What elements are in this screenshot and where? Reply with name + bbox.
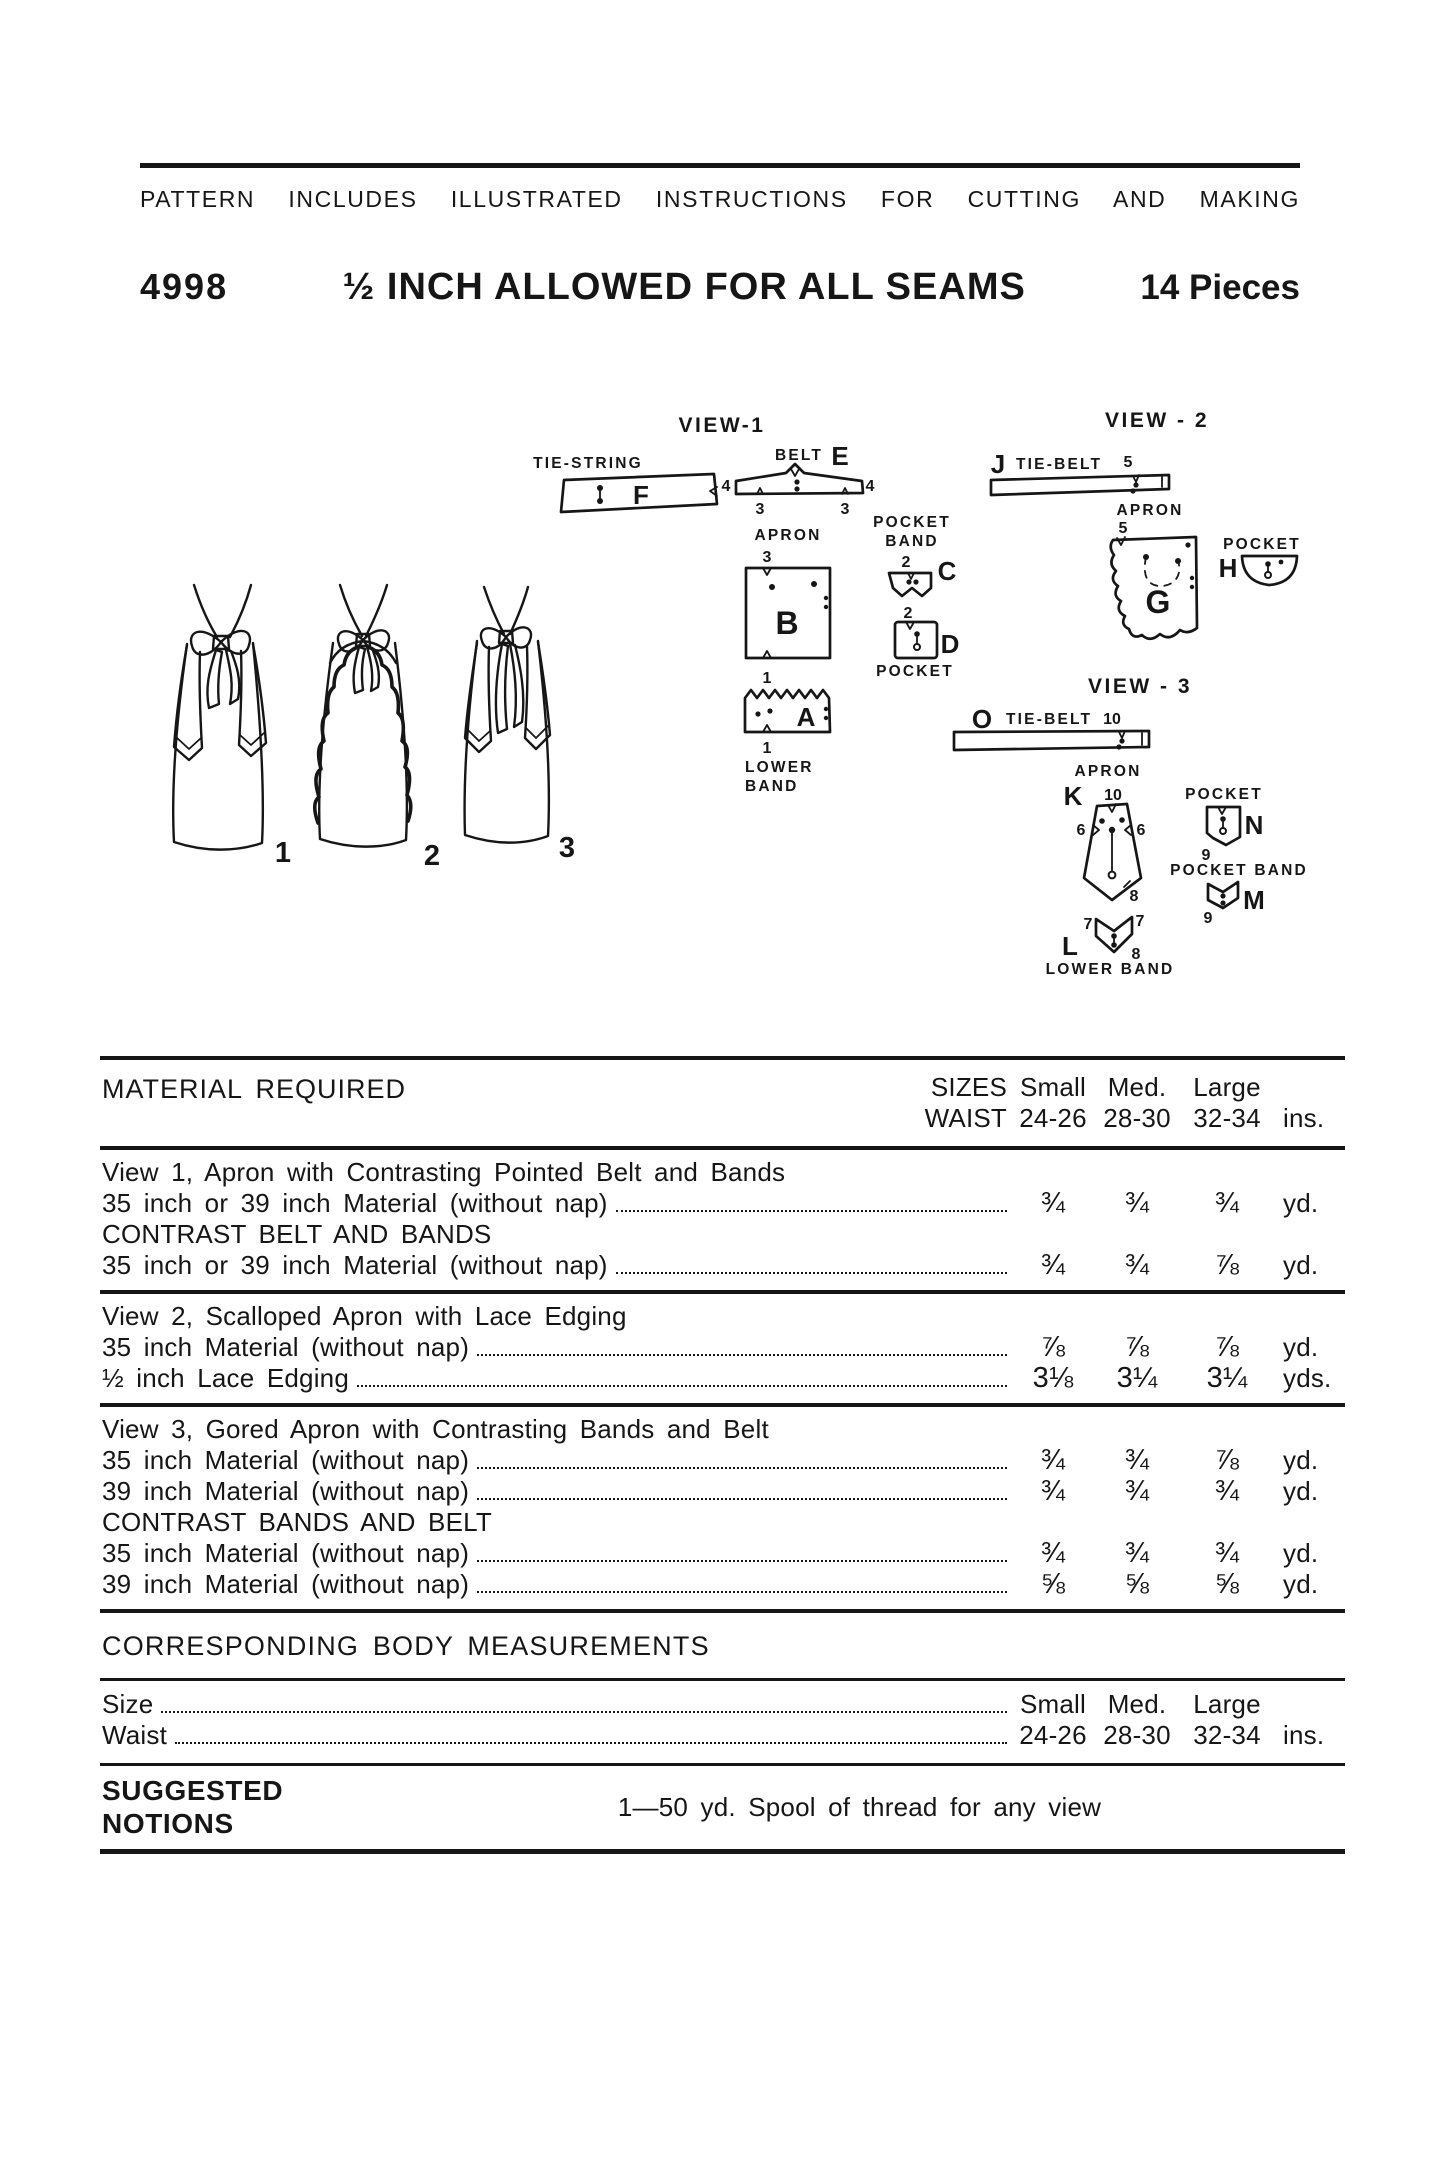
size-med: Med. — [1107, 1689, 1167, 1719]
piece-g-apron — [1111, 537, 1197, 639]
piece-d-pocket — [895, 622, 937, 658]
apron-g-notch-5: 5 — [1118, 520, 1128, 537]
view2-diagram — [991, 409, 1301, 639]
yardage-unit: yd. — [1283, 1476, 1319, 1506]
size-small: Small — [1019, 1072, 1086, 1102]
notions-title-line1: SUGGESTED — [102, 1775, 284, 1806]
waist-label: WAIST — [924, 1103, 1007, 1133]
piece-d-letter: D — [940, 629, 960, 659]
apron-figure-3 — [465, 587, 576, 864]
row-label: ½ inch Lace Edging — [102, 1363, 349, 1393]
dot-leader — [616, 1210, 1007, 1212]
belt-notch-3-right: 3 — [840, 501, 850, 518]
dot-leader — [477, 1467, 1007, 1469]
size-large: Large — [1193, 1689, 1261, 1719]
yardage-small: ¾ — [1040, 1187, 1066, 1219]
figure-1-number: 1 — [274, 837, 292, 869]
material-row — [102, 1538, 1345, 1569]
yardage-med: ¾ — [1124, 1444, 1150, 1476]
piece-h-letter: H — [1218, 553, 1238, 583]
yardage-small: ⅝ — [1040, 1568, 1066, 1600]
yardage-unit: yd. — [1283, 1332, 1319, 1362]
yardage-med: ⅞ — [1124, 1331, 1150, 1363]
yardage-med: ¾ — [1124, 1249, 1150, 1281]
material-row — [102, 1188, 1345, 1219]
size-med: Med. — [1107, 1072, 1167, 1102]
piece-l-lower-band — [1096, 917, 1132, 952]
waist-small: 24-26 — [1019, 1720, 1087, 1750]
sizes-line — [925, 1072, 1345, 1103]
apron-k-notch-8: 8 — [1129, 888, 1139, 905]
piece-l-letter: L — [1062, 931, 1078, 961]
section-subheading: CONTRAST BELT AND BANDS — [102, 1219, 492, 1249]
piece-g-letter: G — [1145, 584, 1171, 620]
lower-band-label-line1: LOWER — [745, 759, 814, 776]
material-section-view1 — [100, 1150, 1345, 1290]
size-small: Small — [1019, 1689, 1086, 1719]
notions-text: 1—50 yd. Spool of thread for any view — [617, 1791, 1102, 1822]
row-label: 35 inch Material (without nap) — [102, 1332, 470, 1362]
yardage-unit: yds. — [1283, 1363, 1332, 1393]
body-measurements-rows — [100, 1681, 1345, 1763]
piece-f-letter: F — [633, 480, 649, 510]
yardage-small: ⅞ — [1040, 1331, 1066, 1363]
view2-tie-belt-label: TIE-BELT — [1016, 456, 1103, 473]
piece-k-letter: K — [1063, 781, 1083, 811]
section-heading: View 3, Gored Apron with Contrasting Bands and Belt — [102, 1414, 769, 1444]
size-large: Large — [1193, 1072, 1261, 1102]
piece-b-letter: B — [775, 605, 799, 641]
figure-3-number: 3 — [558, 832, 576, 864]
yardage-med: ¾ — [1124, 1187, 1150, 1219]
tie-string-label: TIE-STRING — [533, 455, 643, 472]
piece-a-letter: A — [796, 702, 816, 732]
material-row — [102, 1569, 1345, 1600]
piece-b-apron — [746, 568, 830, 658]
top-rule — [140, 163, 1300, 168]
piece-e-letter: E — [831, 441, 849, 471]
section-heading: View 1, Apron with Contrasting Pointed Belt and Bands — [102, 1157, 786, 1187]
view3-apron-label: APRON — [1074, 763, 1142, 780]
yardage-small: ¾ — [1040, 1444, 1066, 1476]
pattern-tagline: PATTERN INCLUDES ILLUSTRATED INSTRUCTIONS FOR CUTTING AND MAKING — [140, 186, 1300, 212]
yardage-med: ¾ — [1124, 1537, 1150, 1569]
material-section-view2 — [100, 1294, 1345, 1403]
view2-apron-label: APRON — [1116, 502, 1184, 519]
yardage-large: ⅝ — [1214, 1568, 1240, 1600]
yardage-large: ¾ — [1214, 1537, 1240, 1569]
piece-j-letter: J — [990, 449, 1006, 479]
pocket-n-notch-9: 9 — [1201, 847, 1211, 864]
yardage-large: ¾ — [1214, 1187, 1240, 1219]
apron-b-notch-3: 3 — [762, 549, 772, 566]
row-label: 39 inch Material (without nap) — [102, 1569, 470, 1599]
dot-leader — [477, 1591, 1007, 1593]
section-heading: View 2, Scalloped Apron with Lace Edging — [102, 1301, 627, 1331]
yardage-large: ⅞ — [1214, 1444, 1240, 1476]
dot-leader — [357, 1385, 1007, 1387]
belt-label: BELT — [774, 447, 824, 464]
dot-leader — [161, 1711, 1007, 1713]
size-row — [102, 1689, 1345, 1720]
pieces-count: 14 Pieces — [1140, 268, 1300, 307]
waist-unit: ins. — [1283, 1720, 1325, 1750]
yardage-large: ¾ — [1214, 1475, 1240, 1507]
piece-d-notch-2: 2 — [903, 605, 913, 622]
yardage-large: ⅞ — [1214, 1331, 1240, 1363]
suggested-notions — [100, 1766, 1345, 1849]
pattern-pieces-diagram — [100, 375, 1345, 1035]
apron-k-notch-6-left: 6 — [1076, 822, 1086, 839]
lower-band-l-notch-7-left: 7 — [1083, 916, 1093, 933]
pocket-band-label-line1: POCKET — [873, 514, 951, 531]
waist-large: 32-34 — [1193, 1103, 1261, 1133]
row-label: 35 inch Material (without nap) — [102, 1445, 470, 1475]
yardage-small: ¾ — [1040, 1249, 1066, 1281]
notions-title — [102, 1774, 324, 1840]
dot-leader — [477, 1560, 1007, 1562]
pattern-number: 4998 — [140, 266, 229, 307]
yardage-unit: yd. — [1283, 1188, 1319, 1218]
waist-large: 32-34 — [1193, 1720, 1261, 1750]
row-label: 35 inch or 39 inch Material (without nap) — [102, 1250, 608, 1280]
belt-notch-3-left: 3 — [755, 501, 765, 518]
piece-m-pocket-band — [1208, 882, 1238, 908]
yardage-large: 3¼ — [1206, 1362, 1248, 1394]
piece-a-lower-band — [745, 690, 830, 732]
tie-belt-notch-10: 10 — [1103, 711, 1121, 728]
pocket-band-m-notch-9: 9 — [1203, 910, 1213, 927]
yardage-unit: yd. — [1283, 1569, 1319, 1599]
lower-band-label-line2: BAND — [745, 778, 799, 795]
apron-k-notch-10: 10 — [1104, 787, 1122, 804]
piece-k-apron — [1084, 804, 1141, 900]
piece-c-notch-2: 2 — [901, 554, 911, 571]
apron-figure-1 — [173, 585, 291, 869]
yardage-med: ¾ — [1124, 1475, 1150, 1507]
tie-belt-notch-5: 5 — [1123, 454, 1133, 471]
table-rule — [100, 1849, 1345, 1854]
yardage-unit: yd. — [1283, 1445, 1319, 1475]
waist-med: 28-30 — [1103, 1720, 1171, 1750]
material-required-title: MATERIAL REQUIRED — [102, 1074, 407, 1104]
waist-line — [925, 1103, 1345, 1134]
apron-b-notch-1: 1 — [762, 670, 772, 687]
view3-pocket-label: POCKET — [1185, 786, 1263, 803]
piece-m-letter: M — [1243, 885, 1265, 915]
view1-diagram — [533, 414, 959, 795]
view1-apron-label: APRON — [754, 527, 822, 544]
belt-notch-4-right: 4 — [865, 478, 875, 495]
piece-c-pocket-band — [889, 573, 931, 596]
view3-title: VIEW - 3 — [1087, 675, 1193, 698]
waist-small: 24-26 — [1019, 1103, 1087, 1133]
row-label: 39 inch Material (without nap) — [102, 1476, 470, 1506]
body-measurements-title: CORRESPONDING BODY MEASUREMENTS — [102, 1631, 710, 1661]
lower-band-l-notch-8: 8 — [1131, 946, 1141, 963]
yardage-small: ¾ — [1040, 1537, 1066, 1569]
yardage-unit: yd. — [1283, 1250, 1319, 1280]
yardage-large: ⅞ — [1214, 1249, 1240, 1281]
view2-pocket-label: POCKET — [1223, 536, 1301, 553]
view3-tie-belt-label: TIE-BELT — [1006, 711, 1093, 728]
row-label: 35 inch Material (without nap) — [102, 1538, 470, 1568]
yardage-small: ¾ — [1040, 1475, 1066, 1507]
view2-title: VIEW - 2 — [1104, 409, 1210, 432]
view3-diagram — [954, 675, 1308, 978]
material-section-view3 — [100, 1407, 1345, 1609]
title-row — [140, 266, 1300, 309]
yardage-small: 3⅛ — [1032, 1362, 1074, 1394]
apron-figure-2 — [315, 585, 440, 872]
view1-pocket-label: POCKET — [876, 663, 954, 680]
notions-title-line2: NOTIONS — [102, 1808, 234, 1839]
view3-lower-band-label: LOWER BAND — [1045, 961, 1175, 978]
waist-row — [102, 1720, 1345, 1751]
seam-allowance-title: ½ INCH ALLOWED FOR ALL SEAMS — [342, 266, 1026, 308]
sizes-label: SIZES — [930, 1072, 1007, 1102]
yardage-med: 3¼ — [1116, 1362, 1158, 1394]
view1-title: VIEW-1 — [678, 414, 766, 437]
dot-leader — [175, 1742, 1007, 1744]
view3-pocket-band-label: POCKET BAND — [1170, 862, 1308, 879]
dot-leader — [477, 1498, 1007, 1500]
yardage-unit: yd. — [1283, 1538, 1319, 1568]
row-label: Waist — [102, 1720, 168, 1750]
sizes-header — [925, 1072, 1345, 1134]
waist-med: 28-30 — [1103, 1103, 1171, 1133]
piece-a-notch-1: 1 — [762, 740, 772, 757]
row-label: Size — [102, 1689, 154, 1719]
yardage-med: ⅝ — [1124, 1568, 1150, 1600]
piece-h-pocket — [1242, 556, 1297, 585]
piece-f-tie-string — [561, 474, 717, 512]
piece-o-letter: O — [971, 704, 993, 734]
pocket-band-label-line2: BAND — [885, 533, 939, 550]
piece-j-tie-belt — [991, 475, 1169, 495]
section-subheading: CONTRAST BANDS AND BELT — [102, 1507, 492, 1537]
material-row — [102, 1363, 1345, 1394]
waist-unit: ins. — [1283, 1103, 1325, 1133]
material-row — [102, 1332, 1345, 1363]
table-header — [100, 1060, 1345, 1146]
belt-notch-4-left: 4 — [721, 478, 731, 495]
material-required-table — [100, 1056, 1345, 1854]
apron-k-notch-6-right: 6 — [1136, 822, 1146, 839]
material-row — [102, 1476, 1345, 1507]
material-row — [102, 1250, 1345, 1281]
material-row — [102, 1445, 1345, 1476]
figure-2-number: 2 — [423, 840, 441, 872]
piece-n-pocket — [1207, 807, 1240, 845]
piece-n-letter: N — [1244, 810, 1264, 840]
row-label: 35 inch or 39 inch Material (without nap) — [102, 1188, 608, 1218]
piece-c-letter: C — [937, 556, 957, 586]
dot-leader — [477, 1354, 1007, 1356]
lower-band-l-notch-7-right: 7 — [1135, 913, 1145, 930]
dot-leader — [616, 1272, 1007, 1274]
